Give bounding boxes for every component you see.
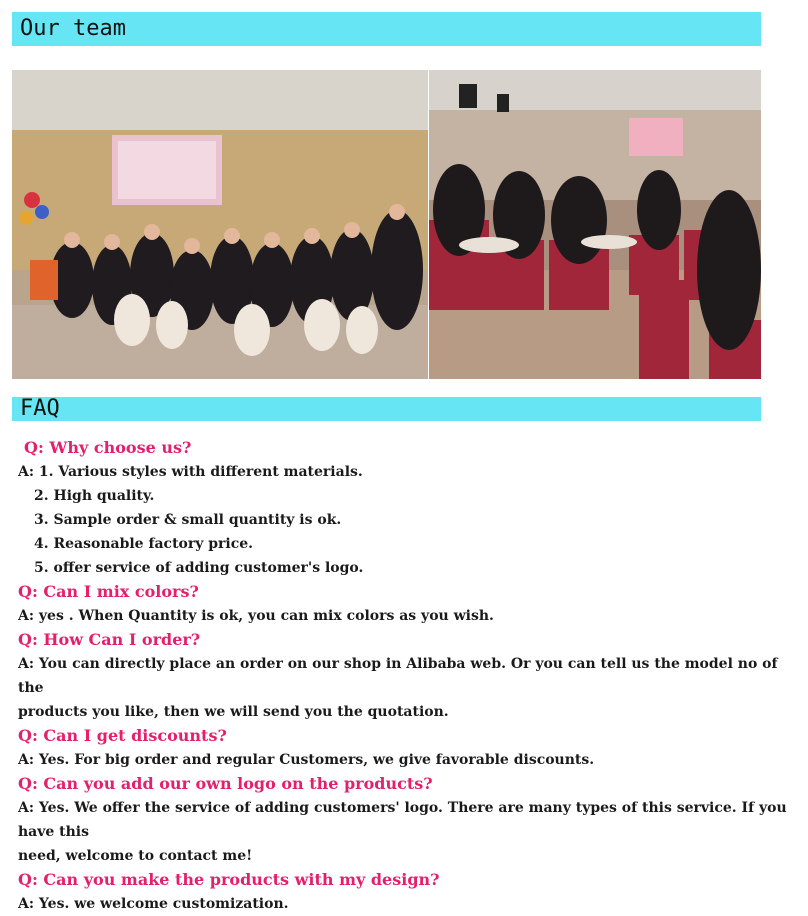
faq-answer: A: Yes. We offer the service of adding customers' logo. There are many types of this service. If you have this <box>18 800 787 840</box>
faq-header <box>12 397 761 421</box>
faq-item <box>18 724 788 772</box>
faq-answer: A: Yes. we welcome customization. <box>18 896 289 912</box>
faq-list <box>18 436 788 916</box>
faq-item <box>18 868 788 916</box>
faq-answer: products you like, then we will send you the quotation. <box>18 704 449 720</box>
faq-item <box>18 628 788 724</box>
faq-answer: 2. High quality. <box>34 488 155 504</box>
faq-title: FAQ <box>20 396 60 421</box>
faq-answer: A: yes . When Quantity is ok, you can mix colors as you wish. <box>18 608 494 624</box>
faq-item <box>18 772 788 868</box>
faq-question: Q: How Can I order? <box>18 630 201 649</box>
faq-answer: A: Yes. For big order and regular Customers, we give favorable discounts. <box>18 752 595 768</box>
faq-question: Q: Can you make the products with my design? <box>18 870 440 889</box>
faq-answer: need, welcome to contact me! <box>18 848 253 864</box>
faq-answer: A: You can directly place an order on our shop in Alibaba web. Or you can tell us the model no of the <box>18 656 778 696</box>
faq-answer: A: 1. Various styles with different materials. <box>18 464 363 480</box>
our-team-header <box>12 12 761 46</box>
banquet-hall-photo <box>429 70 761 379</box>
our-team-title: Our team <box>20 16 126 41</box>
faq-question: Q: Can I mix colors? <box>18 582 199 601</box>
faq-item <box>18 436 788 580</box>
faq-question: Q: Why choose us? <box>24 438 192 457</box>
faq-question: Q: Can I get discounts? <box>18 726 227 745</box>
faq-question: Q: Can you add our own logo on the products? <box>18 774 433 793</box>
faq-answer: 4. Reasonable factory price. <box>34 536 254 552</box>
team-group-photo <box>12 70 428 379</box>
faq-item <box>18 580 788 628</box>
faq-answer: 5. offer service of adding customer's logo. <box>34 560 364 576</box>
faq-answer: 3. Sample order & small quantity is ok. <box>34 512 342 528</box>
